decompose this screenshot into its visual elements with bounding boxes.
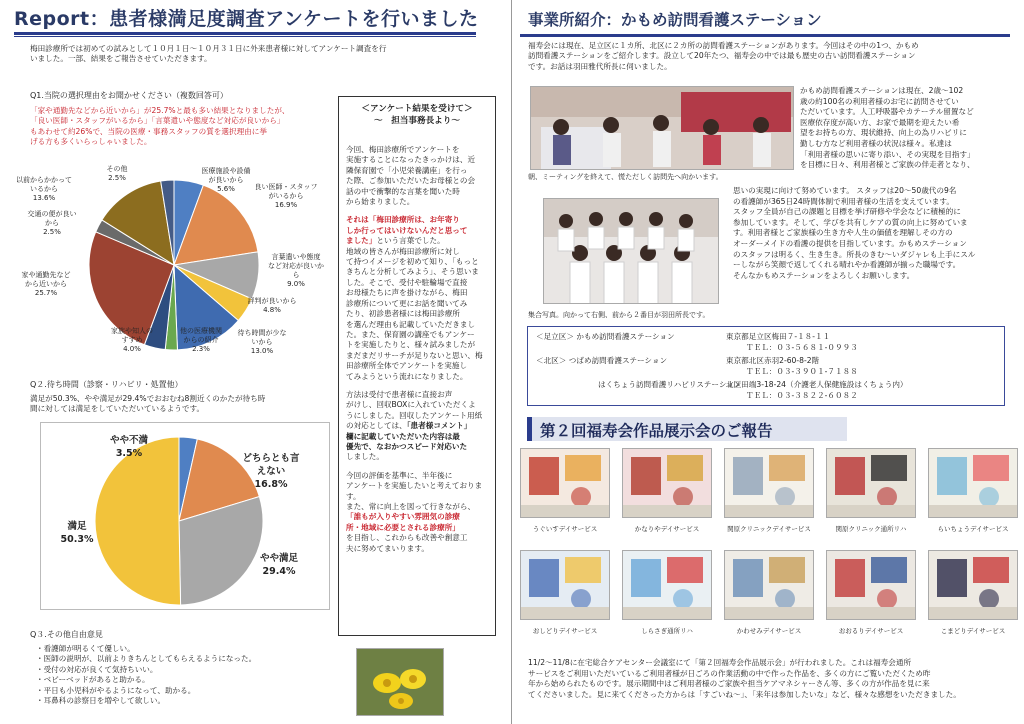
q2-pie-chart: [41, 423, 329, 609]
exhibit-caption: らいちょうデイサービス: [937, 525, 1009, 533]
exhibit-artwork: [725, 551, 814, 620]
exhibit-photo: [724, 448, 814, 518]
q1-body: 「家や通勤先などから近いから」が25.7%と最も多い結果となりましたが、 「良い医師・スタッフがいるから」「言葉遣いや態度など対応が良いから」 もあわせて約26%で、当院の医療・事務スタッフの質を選択理由に挙 げる方も多くいらっしゃいました。: [30, 106, 290, 147]
exhibit-photo: [520, 448, 610, 518]
exhibit-caption: かなりやデイサービス: [634, 525, 700, 533]
exhibit-photo: [826, 448, 916, 518]
pie-slice: [95, 437, 181, 605]
office-adachi: ＜足立区＞ かもめ訪問看護ステーション 東京都足立区梅田７-１８-１１ ＴＥＬ：０３-５６８１-０９９３: [536, 332, 858, 352]
exhibit-artwork: [623, 551, 712, 620]
exhibit-artwork: [827, 449, 916, 518]
exhibit-caption: おしどりデイサービス: [532, 627, 598, 635]
exhibit-photo: [622, 550, 712, 620]
q3-item: ・看護師が明るくて優しい。: [36, 644, 135, 653]
exhibit-artwork: [929, 551, 1018, 620]
q3-item: ・耳鼻科の診察日を増やして欲しい。: [36, 696, 166, 706]
exhibit-text: 11/2～11/8に在宅総合ケアセンター会議室にて「第２回福寿会作品展示会」が行われました。これは福寿会通所 サービスをご利用いただいているご利用者様が日ごろの作業活動の中で作った作品を、多くの方にご覧いただくため昨 年から始められたものです。展示期間中はご利用者様のご家族や担当ケアマネシャーさん等、多くの方が作品を見に来 てくださいました。見に来てくださった方からは「すごいね～」、「来年は参加したいな」など、様々な感想をいただきました。: [528, 658, 961, 699]
q3-item: ・ベビーベッドがあると助かる。: [36, 675, 150, 685]
exhibit-artwork: [623, 449, 712, 518]
exhibit-photo: [928, 448, 1018, 518]
manager-comment-heading: ＜アンケート結果を受けて＞ ～ 担当事務長より～: [361, 104, 473, 126]
exhibit-caption: 関原クリニックデイサービス: [727, 525, 811, 533]
q3-item: ・受付の対応が良くて気持ちいい。: [36, 664, 158, 674]
pie-label: 待ち時間が少ないから 13.0%: [237, 329, 287, 355]
exhibit-gallery: [518, 448, 1018, 648]
pie-label: 満足 50.3%: [60, 521, 94, 545]
group-illustration: [544, 199, 719, 304]
pie-label: 評判が良いから 4.8%: [247, 297, 297, 314]
pie-label: 医療施設や設備が良いから 5.6%: [201, 167, 251, 193]
q3-item: ・医師の説明が、以前よりきちんとしてもらえるようになった。: [36, 654, 257, 664]
q1-pie-chart: [14, 155, 334, 370]
left-page-title: Report：患者様満足度調査アンケートを行いました: [14, 8, 479, 30]
q3-item: ・平日も小児科がやるようになって、助かる。: [36, 685, 196, 695]
pie-label: 他の医療機関からの紹介 2.3%: [180, 327, 222, 353]
pie-label: 良い医師・スタッフがいるから 16.9%: [254, 183, 318, 209]
staff-meeting-illustration: [531, 87, 794, 170]
exhibit-caption: しらさぎ通所リハ: [641, 627, 693, 635]
q3-list: [36, 644, 336, 706]
pie-label: 交通の便が良いから 2.5%: [27, 210, 77, 236]
pie-label: やや満足 29.4%: [259, 553, 299, 577]
pie-label: どちらとも言えない 16.8%: [242, 453, 300, 490]
q3-heading: Q３.その他自由意見: [30, 630, 103, 639]
exhibit-artwork: [521, 551, 610, 620]
exhibit-artwork: [929, 449, 1018, 518]
pie-label: 言葉遣いや態度など対応が良いから 9.0%: [268, 253, 324, 288]
exhibit-caption: おおるりデイサービス: [838, 627, 904, 635]
group-photo: [543, 198, 719, 304]
q1-heading: Q1.当院の選択理由をお聞かせください（複数回答可）: [30, 91, 228, 100]
exhibit-photo: [520, 550, 610, 620]
left-intro: 梅田診療所では初めての試みとして１０月１日～１０月３１日に外来患者様に対してアンケート調査を行 いました。一部、結果をご報告させていただきます。: [30, 44, 387, 64]
pie-label: 以前からかかっているから 13.6%: [16, 176, 72, 202]
left-title-underline: [14, 32, 476, 35]
pie-label: その他 2.5%: [106, 165, 128, 182]
pie-label: やや不満 3.5%: [109, 435, 149, 459]
page-divider: [511, 0, 512, 724]
staff-meeting-caption: 朝、ミーティングを終えて、慌ただしく訪問先へ向かいます。: [528, 173, 723, 181]
q2-body: 満足が50.3%、やや満足が29.4%でおおむね8割近くのかたが待ち時 間に対しては満足をしていただいているようです。: [30, 394, 266, 414]
flower-photo: [356, 648, 444, 716]
pie-label: 家や通勤先などから近いから 25.7%: [21, 271, 71, 297]
exhibit-artwork: [725, 449, 814, 518]
staff-meeting-photo: [530, 86, 794, 170]
group-photo-caption: 集合写真。向かって右側、前から２番目が羽田所長です。: [528, 311, 710, 319]
office-kita-tsubame: ＜北区＞ つばめ訪問看護ステーション 東京都北区赤羽2-60-8-2階 ＴＥＬ：０３-３９０１-７１８８: [536, 356, 858, 376]
q2-heading: Q２.待ち時間（診察・リハビリ・処置他）: [30, 380, 183, 389]
exhibit-caption: 関原クリニック通所リハ: [835, 525, 907, 533]
story-text-1: かもめ訪問看護ステーションは現在、2歳～102 歳の約100名の利用者様のお宅に訪問させてい ただいています。人工呼吸器やカテーテル留置など 医療依存度が高い方、お家で最期を迎えたい希 望をお持ちの方、現状維持、向上の為リハビリに 勤しむ方など利用者様の状況は様々。私達は 「利用者様の思いに寄り添い、その実現を目指す」 を目標に日々、利用者様とご家族の伴走者となり、: [800, 86, 975, 170]
right-intro: 福寿会には現在、足立区に１カ所、北区に２カ所の訪問看護ステーションがあります。今回はその中の1つ、かもめ 訪問看護ステーションをご紹介します。設立して20年たつ、福寿会の中では最も歴史の古い訪問看護ステーション です。お話は羽田雅代所長に伺いました。: [528, 41, 919, 71]
exhibit-caption: かわせみデイサービス: [736, 627, 802, 635]
exhibit-photo: [622, 448, 712, 518]
exhibit-title: 第２回福寿会作品展示会のご報告: [540, 422, 773, 440]
office-kita-hakucho: はくちょう訪問看護リハビリステーション 北区田端3-18-24（介護老人保健施設はくちょう内） ＴＥＬ：０３-３８２２-６０８２: [598, 380, 908, 400]
pie-label: 家族や知人のすすめ 4.0%: [111, 327, 153, 353]
right-page-title: 事業所紹介：かもめ訪問看護ステーション: [528, 11, 822, 29]
flower-illustration: [357, 649, 444, 716]
story-text-2: 思いの実現に向けて努めています。 スタッフは20～50歳代の9名 の看護師が365日24時間体制で利用者様の生活を支えています。 スタッフ全員が自己の課題と目標を挙げ研修や学会などに積極的に 参加しています。そして、学びを共有しケアの質の向上に努めていま す。利用者様とご家族様の生き方や人生の価値を理解しその方の オーダーメイドの看護の提供を目指しています。かもめステーション のスタッフは明るく、生き生き。所長のきむ～いダジャレも上手にスル ーしながら笑顔で返してくれる晴れやか看護師が揃った職場です。 そんなかもめステーションをよろしくお願いします。: [733, 186, 976, 280]
manager-comment-text: 今回、梅田診療所でアンケートを 実施することになったきっかけは、近 隣保育園で「小児栄養講座」を行っ た際、ご参加いただいたお母様との会 話の中で衝撃的な言葉を聞いた時 から始まりました。 それは「梅田診療所は、お年寄り しか行ってはいけないんだと思って ました」という言葉でした。 地域の皆さんが梅田診療所に対し て持つイメージを初めて知り、「もっと きちんと分析してみよう」、そう思いま した。そこで、受付や駐輪場で直接 お母様たちに声を掛けながら、梅田 診療所について更にお話を聞いてみ たり、初診患者様には梅田診療所 を選んだ理由も記載していただきまし た。また、保育園の講座でもアンケー トを実施したりと、様々試みましたが まだまだリサーチが足りないと思い、梅 田診療所全体でアンケートを実施し てみようという流れになりました。 方法は受付で患者様に直接お声 がけし、回収BOXに入れていただくよ うにしました。回収したアンケート用紙 の対応としては、「患者様コメント」 欄に記載していただいた内容は最 優先で、なおかつスピード対応いた しました。 今回の評価を基準に、半年後に アンケートを実施したいと考えております。 また、常に向上を図って行きながら、 「誰もが入りやすい雰囲気の診療 所・地域に必要とされる診療所」 を目指し、これからも改善や創意工 夫に努めてまいります。: [346, 145, 483, 553]
exhibit-photo: [724, 550, 814, 620]
offices-box: [527, 326, 1005, 406]
left-title-accent: [14, 36, 476, 37]
exhibit-caption: うぐいすデイサービス: [532, 525, 598, 533]
exhibit-artwork: [827, 551, 916, 620]
exhibit-photo: [928, 550, 1018, 620]
right-title-underline: [520, 34, 1010, 37]
exhibit-photo: [826, 550, 916, 620]
exhibit-caption: こまどりデイサービス: [940, 627, 1006, 635]
exhibit-artwork: [521, 449, 610, 518]
